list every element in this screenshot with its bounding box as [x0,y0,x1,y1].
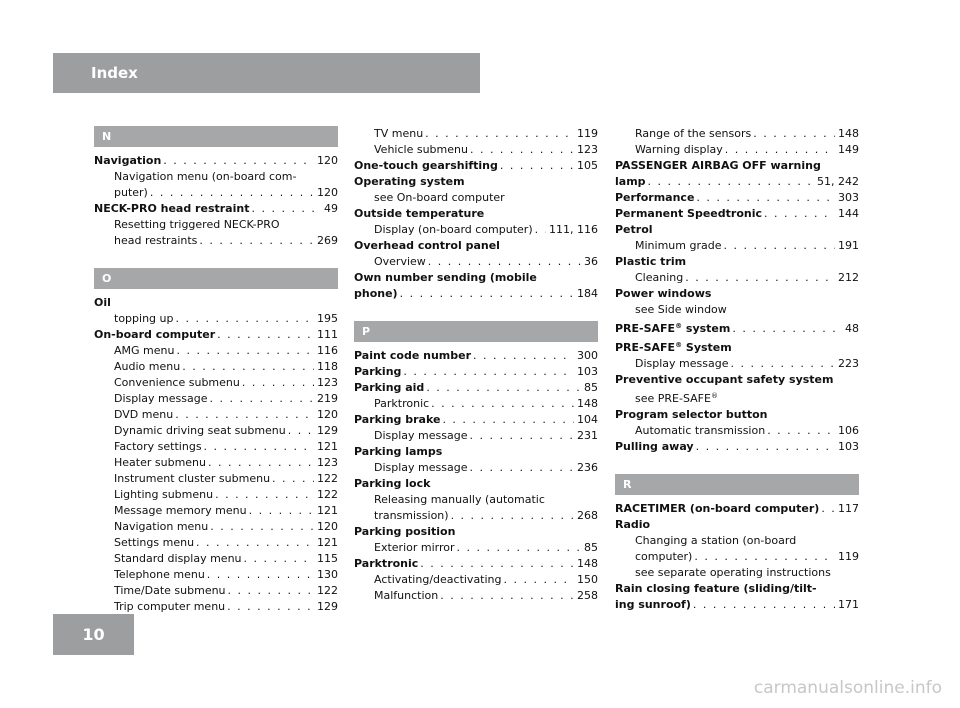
entry-subterm: Audio menu [114,360,181,373]
index-title: Index [91,64,138,82]
entry-subterm-row [94,567,338,583]
entry-term: Overhead control panel [354,239,500,252]
page-ref: 184 [577,287,598,300]
watermark-text: carmanualsonline.info [753,678,942,698]
entry-term: Parking brake [354,413,441,426]
index-entry [615,126,859,158]
page-ref: 149 [838,143,859,156]
entry-term: Navigation [94,154,162,167]
page-ref: 120 [317,520,338,533]
page-ref: 103 [838,440,859,453]
index-entry [354,348,598,604]
section-header-o: O [94,268,338,289]
entry-subterm-row [94,375,338,391]
page-ref: 269 [317,234,338,247]
index-header [53,53,480,93]
entry-subterm: Display message [374,461,468,474]
entry-term: Parking lock [354,477,431,490]
entry-subterm: Display (on-board computer) [374,223,533,236]
entry-subterm-row [94,391,338,407]
page-ref: 111, 116 [549,223,598,236]
entry-subterm: Navigation menu [114,520,209,533]
entry-term: Permanent Speedtronic [615,207,762,220]
page-ref: 129 [317,424,338,437]
registered-mark: ® [675,341,683,349]
page-ref: 130 [317,568,338,581]
entry-term: Rain closing feature (sliding/tilt- [615,582,817,595]
entry-subterm: TV menu [374,127,424,140]
entry-subterm-row [94,551,338,567]
index-column-2 [354,126,598,604]
entry-term: Parking [354,365,402,378]
index-entry [354,270,598,302]
registered-mark: ® [675,322,683,330]
page-ref: 85 [584,381,598,394]
entry-term: PASSENGER AIRBAG OFF warning [615,159,821,172]
entry-subterm: Changing a station (on-board [635,534,797,547]
entry-term: Preventive occupant safety system [615,373,834,386]
page-ref: 191 [838,239,859,252]
entry-subterm: Standard display menu [114,552,242,565]
entry-term: On-board computer [94,328,216,341]
page-ref: 103 [577,365,598,378]
entry-subterm: see separate operating instructions [635,566,831,579]
entry-subterm-row [94,423,338,439]
page-ref: 123 [577,143,598,156]
page-ref: 212 [838,271,859,284]
page-ref: 303 [838,191,859,204]
entry-term: Parking aid [354,381,425,394]
page-ref: 119 [838,550,859,563]
entry-subterm-row [94,487,338,503]
page-ref: 120 [317,408,338,421]
section-header-r: R [615,474,859,495]
entry-term [615,318,730,337]
entry-subterm: Instrument cluster submenu [114,472,271,485]
entry-term: NECK-PRO head restraint [94,202,250,215]
entry-subterm: Time/Date submenu [114,584,226,597]
index-entry [354,126,598,158]
page-ref: 105 [577,159,598,172]
entry-subterm: Convenience submenu [114,376,240,389]
page-ref: 119 [577,127,598,140]
page-ref: 195 [317,312,338,325]
entry-term-text: PRE-SAFE [615,322,676,335]
entry-subterm: Trip computer menu [114,600,226,613]
page-ref: 171 [838,598,859,611]
entry-subterm: Parktronic [374,397,430,410]
entry-subterm-text: see PRE-SAFE [635,392,711,405]
page-ref: 258 [577,589,598,602]
index-entry [94,153,338,201]
page-ref: 231 [577,429,598,442]
entry-term: Parking position [354,525,456,538]
index-entry [354,206,598,238]
index-column-3 [615,126,859,613]
entry-subterm-row [94,519,338,535]
page-ref: 111 [317,328,338,341]
page-ref: 106 [838,424,859,437]
index-entry [615,501,859,613]
entry-subterm: Display message [635,357,729,370]
registered-mark: ® [710,392,718,400]
entry-subterm: Minimum grade [635,239,722,252]
entry-subterm: Releasing manually (automatic [374,493,545,506]
entry-subterm-row [94,407,338,423]
entry-subterm-row [94,599,338,615]
entry-subterm: AMG menu [114,344,175,357]
entry-term: Program selector button [615,408,768,421]
entry-term: lamp [615,175,646,188]
entry-subterm: Factory settings [114,440,202,453]
entry-subterm-row [94,583,338,599]
page-ref: 129 [317,600,338,613]
entry-term: Outside temperature [354,207,485,220]
entry-term: Power windows [615,287,712,300]
entry-subterm-row [94,535,338,551]
index-entry [615,158,859,455]
index-entry [94,327,338,615]
entry-term: One-touch gearshifting [354,159,498,172]
entry-term: Paint code number [354,349,472,362]
entry-subterm: Telephone menu [114,568,205,581]
entry-subterm: see On-board computer [374,191,505,204]
entry-subterm: Heater submenu [114,456,206,469]
entry-term: Performance [615,191,695,204]
entry-term: ing sunroof) [615,598,691,611]
entry-subterm: Malfunction [374,589,439,602]
subentry-list [94,343,338,615]
entry-term: Radio [615,518,651,531]
entry-subterm-row [94,471,338,487]
page-ref: 223 [838,357,859,370]
entry-subterm: head restraints [114,234,198,247]
index-column-1 [94,126,338,615]
entry-term: Operating system [354,175,465,188]
entry-subterm: DVD menu [114,408,174,421]
page-ref: 144 [838,207,859,220]
page-ref: 123 [317,456,338,469]
entry-subterm: Lighting submenu [114,488,214,501]
index-entry [354,158,598,174]
entry-subterm: Overview [374,255,426,268]
entry-subterm: Automatic transmission [635,424,766,437]
entry-subterm: Cleaning [635,271,684,284]
page-ref: 115 [317,552,338,565]
page-ref: 120 [317,186,338,199]
entry-subterm: Warning display [635,143,723,156]
entry-term: Own number sending (mobile [354,271,537,284]
entry-subterm: computer) [635,550,693,563]
page-ref: 118 [317,360,338,373]
page-ref: 148 [577,397,598,410]
entry-subterm: Exterior mirror [374,541,455,554]
entry-term-text: system [682,322,731,335]
entry-subterm: Range of the sensors [635,127,752,140]
page-ref: 51, 242 [817,175,859,188]
page-ref: 300 [577,349,598,362]
page-ref: 121 [317,440,338,453]
page-ref: 120 [317,154,338,167]
entry-subterm: Activating/deactivating [374,573,502,586]
entry-subterm-row [94,359,338,375]
page-number: 10 [82,625,105,644]
page-ref: 150 [577,573,598,586]
page-ref: 48 [845,322,859,335]
entry-subterm: Vehicle submenu [374,143,468,156]
index-entry [354,238,598,270]
page-ref: 104 [577,413,598,426]
entry-subterm: topping up [114,312,174,325]
entry-term: Plastic trim [615,255,687,268]
page-ref: 85 [584,541,598,554]
entry-term-text: PRE-SAFE [615,341,676,354]
entry-subterm: Display message [374,429,468,442]
entry-subterm: Settings menu [114,536,195,549]
entry-subterm: Navigation menu (on-board com- [114,170,297,183]
index-entry [354,174,598,206]
entry-subterm: Resetting triggered NECK-PRO [114,218,280,231]
page-ref: 219 [317,392,338,405]
section-header-n: N [94,126,338,147]
entry-subterm-row [94,439,338,455]
page-ref: 36 [584,255,598,268]
entry-term: Parktronic [354,557,419,570]
entry-term: phone) [354,287,398,300]
page-ref: 116 [317,344,338,357]
page-ref: 148 [577,557,598,570]
page-ref: 121 [317,504,338,517]
entry-subterm-row [94,343,338,359]
entry-term: RACETIMER (on-board computer) [615,502,820,515]
entry-subterm-row [94,455,338,471]
entry-subterm: transmission) [374,509,449,522]
page-ref: 148 [838,127,859,140]
entry-subterm: Message memory menu [114,504,247,517]
page-ref: 117 [838,502,859,515]
page-ref: 236 [577,461,598,474]
page-ref: 49 [324,202,338,215]
entry-term [615,337,859,356]
page-number-box [53,614,134,655]
entry-term: Oil [94,296,111,309]
page-ref: 122 [317,584,338,597]
page-ref: 122 [317,472,338,485]
page-ref: 121 [317,536,338,549]
page-ref: 122 [317,488,338,501]
section-header-p: P [354,321,598,342]
entry-subterm: Display message [114,392,208,405]
entry-subterm: see Side window [635,303,727,316]
index-entry [94,201,338,249]
entry-subterm: puter) [114,186,148,199]
page-ref: 123 [317,376,338,389]
entry-term: Parking lamps [354,445,443,458]
entry-term: Petrol [615,223,653,236]
page-ref: 268 [577,509,598,522]
entry-term: Pulling away [615,440,694,453]
entry-subterm-row [94,503,338,519]
entry-term-text: System [682,341,732,354]
entry-subterm [615,388,859,407]
index-entry [94,295,338,327]
entry-subterm: Dynamic driving seat submenu [114,424,286,437]
